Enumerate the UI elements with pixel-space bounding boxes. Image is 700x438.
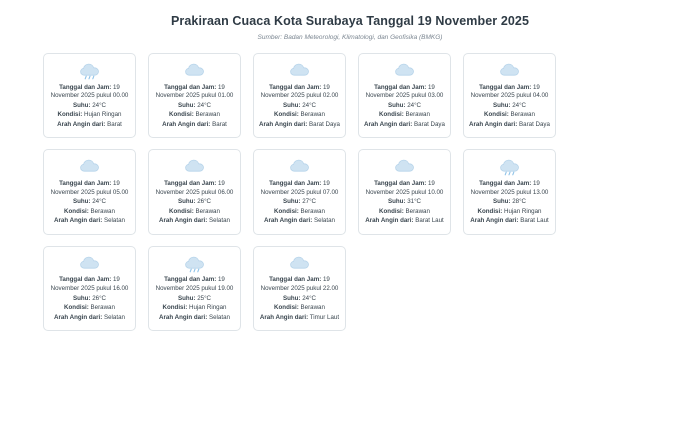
forecast-card-details <box>364 179 445 226</box>
forecast-card-details <box>49 276 130 323</box>
forecast-condition-value: Hujan Ringan <box>187 304 227 312</box>
forecast-datetime-label: Tanggal dan Jam: <box>59 179 112 187</box>
forecast-datetime-value: 19 November 2025 pukul 05.00 <box>50 179 129 196</box>
forecast-card <box>148 149 241 234</box>
forecast-wind <box>469 217 550 226</box>
forecast-wind <box>49 121 130 130</box>
forecast-wind-value: Selatan <box>102 217 125 225</box>
forecast-condition <box>154 208 235 217</box>
forecast-datetime <box>49 84 130 102</box>
forecast-condition-label: Kondisi: <box>64 304 89 312</box>
forecast-wind-label: Arah Angin dari: <box>54 313 103 321</box>
forecast-datetime-value: 19 November 2025 pukul 02.00 <box>260 83 339 100</box>
forecast-wind <box>154 217 235 226</box>
forecast-temperature-label: Suhu: <box>177 198 196 206</box>
forecast-datetime <box>259 84 340 102</box>
forecast-wind-value: Barat Daya <box>307 120 340 128</box>
forecast-condition-value: Berawan <box>193 111 220 119</box>
forecast-wind <box>259 121 340 130</box>
forecast-datetime-value: 19 November 2025 pukul 06.00 <box>155 179 234 196</box>
forecast-wind <box>469 121 550 130</box>
forecast-condition-label: Kondisi: <box>169 207 194 215</box>
forecast-condition-value: Berawan <box>403 207 430 215</box>
rain-cloud-icon <box>184 254 206 274</box>
forecast-condition-label: Kondisi: <box>169 111 194 119</box>
forecast-condition <box>259 111 340 120</box>
forecast-datetime-label: Tanggal dan Jam: <box>269 179 322 187</box>
forecast-card <box>358 149 451 234</box>
forecast-card-details <box>154 276 235 323</box>
forecast-temperature-value: 27°C <box>300 198 317 206</box>
cloud-icon <box>289 157 311 177</box>
forecast-datetime-label: Tanggal dan Jam: <box>479 179 532 187</box>
forecast-temperature-value: 24°C <box>405 101 422 109</box>
forecast-condition <box>259 208 340 217</box>
forecast-datetime-value: 19 November 2025 pukul 22.00 <box>260 276 339 293</box>
forecast-wind-value: Barat Daya <box>412 120 445 128</box>
forecast-wind <box>364 217 445 226</box>
forecast-datetime-label: Tanggal dan Jam: <box>59 83 112 91</box>
forecast-card <box>253 246 346 331</box>
forecast-temperature <box>364 198 445 207</box>
forecast-condition <box>469 208 550 217</box>
forecast-wind-value: Selatan <box>312 217 335 225</box>
forecast-temperature-label: Suhu: <box>72 294 91 302</box>
forecast-temperature-label: Suhu: <box>492 198 511 206</box>
forecast-wind-value: Selatan <box>102 313 125 321</box>
forecast-condition <box>154 304 235 313</box>
forecast-wind-label: Arah Angin dari: <box>159 313 208 321</box>
forecast-card-details <box>259 83 340 130</box>
forecast-datetime-value: 19 November 2025 pukul 16.00 <box>50 276 129 293</box>
forecast-condition-label: Kondisi: <box>274 111 299 119</box>
forecast-datetime-label: Tanggal dan Jam: <box>164 83 217 91</box>
cloud-icon <box>394 157 416 177</box>
forecast-temperature-value: 31°C <box>405 198 422 206</box>
forecast-temperature-value: 24°C <box>300 294 317 302</box>
forecast-wind-label: Arah Angin dari: <box>259 313 309 321</box>
forecast-temperature-label: Suhu: <box>72 198 91 206</box>
cloud-icon <box>79 157 101 177</box>
forecast-wind <box>259 314 340 323</box>
forecast-card <box>358 53 451 138</box>
forecast-wind-label: Arah Angin dari: <box>364 120 413 128</box>
forecast-condition-label: Kondisi: <box>64 207 89 215</box>
forecast-datetime-value: 19 November 2025 pukul 13.00 <box>470 179 549 196</box>
cloud-icon <box>499 61 521 81</box>
forecast-wind-value: Timur Laut <box>308 313 340 321</box>
forecast-card-details <box>154 179 235 226</box>
forecast-datetime <box>364 84 445 102</box>
forecast-datetime-value: 19 November 2025 pukul 10.00 <box>365 179 444 196</box>
forecast-temperature-value: 26°C <box>90 294 107 302</box>
forecast-wind-value: Barat Daya <box>517 120 550 128</box>
forecast-temperature-value: 25°C <box>195 294 212 302</box>
forecast-temperature <box>469 198 550 207</box>
forecast-temperature <box>154 198 235 207</box>
forecast-wind-label: Arah Angin dari: <box>54 217 103 225</box>
forecast-condition <box>364 111 445 120</box>
forecast-wind-value: Selatan <box>207 313 230 321</box>
forecast-condition-value: Berawan <box>298 304 325 312</box>
forecast-datetime <box>259 180 340 198</box>
forecast-wind-value: Selatan <box>207 217 230 225</box>
cloud-icon <box>394 61 416 81</box>
forecast-condition-value: Hujan Ringan <box>82 111 122 119</box>
forecast-card-details <box>154 83 235 130</box>
forecast-condition <box>259 304 340 313</box>
forecast-condition-value: Berawan <box>403 111 430 119</box>
forecast-datetime-label: Tanggal dan Jam: <box>269 276 322 284</box>
forecast-wind-label: Arah Angin dari: <box>264 217 313 225</box>
forecast-temperature-value: 24°C <box>510 101 527 109</box>
forecast-wind <box>49 217 130 226</box>
forecast-card-details <box>259 276 340 323</box>
forecast-datetime-value: 19 November 2025 pukul 07.00 <box>260 179 339 196</box>
forecast-wind-label: Arah Angin dari: <box>159 217 208 225</box>
forecast-condition-value: Berawan <box>88 304 115 312</box>
forecast-temperature <box>259 295 340 304</box>
forecast-condition <box>154 111 235 120</box>
forecast-card <box>148 246 241 331</box>
forecast-datetime-label: Tanggal dan Jam: <box>164 276 217 284</box>
forecast-temperature-value: 26°C <box>195 198 212 206</box>
forecast-datetime-value: 19 November 2025 pukul 03.00 <box>365 83 444 100</box>
forecast-temperature-value: 24°C <box>90 101 107 109</box>
forecast-datetime-value: 19 November 2025 pukul 01.00 <box>155 83 234 100</box>
cloud-icon <box>184 157 206 177</box>
forecast-temperature-label: Suhu: <box>387 198 406 206</box>
forecast-datetime-value: 19 November 2025 pukul 04.00 <box>470 83 549 100</box>
forecast-card-grid <box>40 53 660 331</box>
forecast-temperature <box>49 295 130 304</box>
forecast-card <box>43 149 136 234</box>
forecast-datetime <box>154 276 235 294</box>
forecast-condition-value: Berawan <box>508 111 535 119</box>
forecast-temperature <box>154 295 235 304</box>
forecast-card-details <box>49 83 130 130</box>
forecast-card-details <box>469 179 550 226</box>
forecast-condition-value: Hujan Ringan <box>502 207 542 215</box>
forecast-wind <box>364 121 445 130</box>
forecast-wind-value: Barat Laut <box>518 217 549 225</box>
forecast-condition <box>49 304 130 313</box>
forecast-card-details <box>469 83 550 130</box>
forecast-temperature <box>49 198 130 207</box>
forecast-temperature-label: Suhu: <box>177 101 196 109</box>
forecast-datetime <box>49 180 130 198</box>
forecast-condition-label: Kondisi: <box>162 304 188 312</box>
forecast-condition-label: Kondisi: <box>274 304 299 312</box>
page-title: Prakiraan Cuaca Kota Surabaya Tanggal 19 November 2025 <box>170 14 530 28</box>
forecast-datetime <box>469 180 550 198</box>
forecast-card <box>43 53 136 138</box>
forecast-datetime <box>364 180 445 198</box>
forecast-condition-label: Kondisi: <box>484 111 509 119</box>
forecast-condition-value: Berawan <box>298 111 325 119</box>
forecast-temperature-label: Suhu: <box>492 101 511 109</box>
forecast-datetime-value: 19 November 2025 pukul 00.00 <box>50 83 129 100</box>
forecast-temperature <box>259 102 340 111</box>
forecast-condition-value: Berawan <box>298 207 325 215</box>
forecast-card <box>463 53 556 138</box>
forecast-datetime-label: Tanggal dan Jam: <box>374 179 427 187</box>
forecast-temperature-value: 24°C <box>195 101 212 109</box>
forecast-condition <box>49 208 130 217</box>
forecast-datetime <box>49 276 130 294</box>
forecast-wind-value: Barat <box>210 120 227 128</box>
forecast-condition-value: Berawan <box>193 207 220 215</box>
forecast-datetime <box>154 84 235 102</box>
forecast-datetime <box>154 180 235 198</box>
forecast-condition-label: Kondisi: <box>379 111 404 119</box>
forecast-temperature <box>469 102 550 111</box>
forecast-condition <box>49 111 130 120</box>
forecast-wind <box>259 217 340 226</box>
forecast-wind-label: Arah Angin dari: <box>469 120 518 128</box>
forecast-condition-label: Kondisi: <box>379 207 404 215</box>
forecast-temperature <box>154 102 235 111</box>
forecast-datetime-label: Tanggal dan Jam: <box>374 83 427 91</box>
forecast-temperature-value: 24°C <box>90 198 107 206</box>
forecast-condition-label: Kondisi: <box>57 111 83 119</box>
forecast-wind-label: Arah Angin dari: <box>365 217 414 225</box>
forecast-card <box>43 246 136 331</box>
forecast-condition-value: Berawan <box>88 207 115 215</box>
forecast-temperature-label: Suhu: <box>282 294 301 302</box>
forecast-card-details <box>364 83 445 130</box>
forecast-temperature-label: Suhu: <box>72 101 91 109</box>
forecast-wind <box>154 121 235 130</box>
forecast-card <box>253 149 346 234</box>
forecast-temperature-value: 24°C <box>300 101 317 109</box>
forecast-condition <box>469 111 550 120</box>
forecast-temperature-label: Suhu: <box>282 101 301 109</box>
forecast-datetime-label: Tanggal dan Jam: <box>269 83 322 91</box>
forecast-card-details <box>49 179 130 226</box>
forecast-datetime <box>259 276 340 294</box>
forecast-wind-label: Arah Angin dari: <box>57 120 106 128</box>
forecast-datetime-label: Tanggal dan Jam: <box>59 276 112 284</box>
cloud-icon <box>289 61 311 81</box>
forecast-condition <box>364 208 445 217</box>
forecast-wind-value: Barat Laut <box>413 217 444 225</box>
forecast-temperature <box>259 198 340 207</box>
forecast-temperature <box>49 102 130 111</box>
forecast-card-details <box>259 179 340 226</box>
forecast-card <box>148 53 241 138</box>
forecast-temperature <box>364 102 445 111</box>
forecast-datetime-label: Tanggal dan Jam: <box>164 179 217 187</box>
forecast-card <box>463 149 556 234</box>
cloud-icon <box>289 254 311 274</box>
cloud-icon <box>184 61 206 81</box>
forecast-temperature-label: Suhu: <box>282 198 301 206</box>
forecast-card <box>253 53 346 138</box>
forecast-wind-label: Arah Angin dari: <box>470 217 519 225</box>
forecast-temperature-value: 28°C <box>510 198 527 206</box>
forecast-condition-label: Kondisi: <box>477 207 503 215</box>
forecast-datetime-label: Tanggal dan Jam: <box>479 83 532 91</box>
page-source: Sumber: Badan Meteorologi, Klimatologi, dan Geofisika (BMKG) <box>257 34 443 41</box>
forecast-wind <box>49 314 130 323</box>
forecast-temperature-label: Suhu: <box>177 294 196 302</box>
forecast-wind-label: Arah Angin dari: <box>162 120 211 128</box>
rain-cloud-icon <box>499 157 521 177</box>
forecast-datetime-value: 19 November 2025 pukul 19.00 <box>155 276 234 293</box>
forecast-wind-label: Arah Angin dari: <box>259 120 308 128</box>
forecast-temperature-label: Suhu: <box>387 101 406 109</box>
forecast-wind-value: Barat <box>105 120 122 128</box>
forecast-datetime <box>469 84 550 102</box>
cloud-icon <box>79 254 101 274</box>
forecast-wind <box>154 314 235 323</box>
rain-cloud-icon <box>79 61 101 81</box>
forecast-condition-label: Kondisi: <box>274 207 299 215</box>
